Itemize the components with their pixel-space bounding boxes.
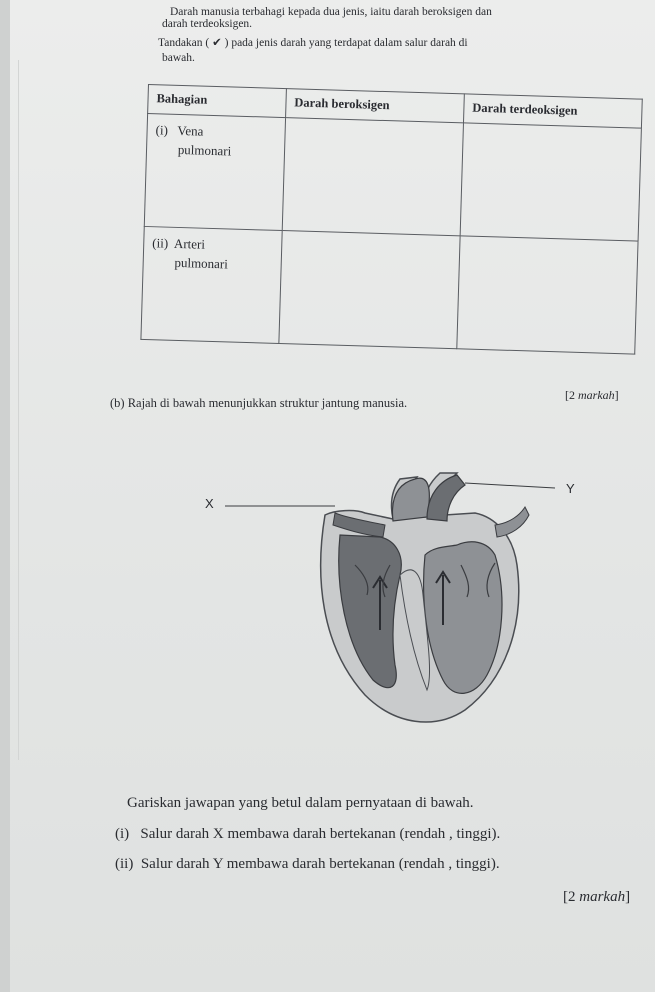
header-darah-beroksigen: Darah beroksigen	[285, 89, 464, 123]
marks-a-word: markah	[578, 388, 615, 402]
row-label-vena-pulmonari: (i) Vena pulmonari	[144, 114, 285, 231]
header-darah-terdeoksigen: Darah terdeoksigen	[463, 94, 642, 128]
answer-cell-vena-terdeoksigen[interactable]	[460, 123, 641, 241]
table-row	[144, 114, 641, 242]
header-bahagian: Bahagian	[148, 85, 287, 118]
marks-b-open: [2	[563, 889, 580, 905]
label-x: X	[205, 496, 214, 511]
statement-i: (i) Salur darah X membawa darah bertekanan (rendah , tinggi).	[115, 826, 501, 842]
answer-cell-arteri-terdeoksigen[interactable]	[457, 236, 638, 354]
row-label-arteri-pulmonari: (ii) Arteri pulmonari	[141, 226, 282, 343]
label-y: Y	[566, 481, 575, 496]
label-y-leader-line	[465, 483, 555, 488]
table-row	[141, 226, 638, 354]
page-binding-edge	[0, 0, 10, 992]
marks-b-close: ]	[625, 889, 631, 905]
page-margin-line	[18, 60, 19, 760]
question-a-line-2: darah terdeoksigen.	[162, 18, 253, 30]
pulmonary-vein	[495, 507, 529, 537]
question-a-line-3: Tandakan ( ✔ ) pada jenis darah yang terdapat dalam salur darah di	[158, 37, 468, 49]
question-b-text: (b) Rajah di bawah menunjukkan struktur jantung manusia.	[110, 396, 408, 410]
marks-a-close: ]	[614, 388, 619, 402]
question-a-line-4: bawah.	[162, 52, 195, 64]
answer-cell-vena-beroksigen[interactable]	[282, 118, 463, 236]
blood-type-table	[140, 84, 642, 355]
heart-diagram	[195, 455, 595, 735]
marks-label-a	[565, 388, 619, 403]
statement-ii: (ii) Salur darah Y membawa darah bertekanan (rendah , tinggi).	[115, 856, 500, 872]
question-a-line-1: Darah manusia terbahagi kepada dua jenis, iaitu darah beroksigen dan	[170, 6, 492, 18]
instruction-text: Gariskan jawapan yang betul dalam pernyataan di bawah.	[127, 795, 474, 811]
marks-label-b	[563, 889, 630, 906]
answer-cell-arteri-beroksigen[interactable]	[279, 231, 460, 349]
marks-b-word: markah	[579, 889, 626, 905]
marks-a-open: [2	[565, 388, 578, 402]
